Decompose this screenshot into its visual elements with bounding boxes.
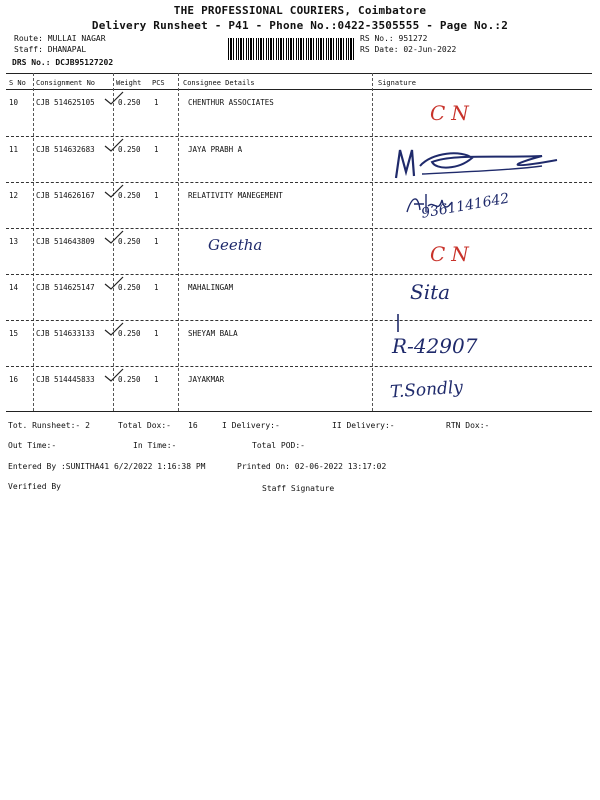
row-pcs: 1 bbox=[154, 283, 159, 292]
table-bottom-rule bbox=[6, 411, 592, 412]
row-divider bbox=[6, 228, 592, 229]
row-consignee: JAYA PRABH A bbox=[188, 145, 243, 154]
row-signature: CN bbox=[430, 242, 475, 266]
rs-number: RS No.: 951272 bbox=[360, 34, 428, 43]
row-divider bbox=[6, 182, 592, 183]
total-pod: Total POD:- bbox=[252, 441, 305, 450]
row-divider bbox=[6, 136, 592, 137]
route-label: Route: MULLAI NAGAR bbox=[14, 34, 106, 43]
col-header-signature: Signature bbox=[378, 79, 416, 87]
row-weight: 0.250 bbox=[118, 145, 141, 154]
row-pcs: 1 bbox=[154, 375, 159, 384]
col-divider bbox=[372, 73, 373, 411]
row-pcs: 1 bbox=[154, 329, 159, 338]
row-consignee: MAHALINGAM bbox=[188, 283, 234, 292]
row-consignment: CJB 514633133 bbox=[36, 329, 95, 338]
col-divider bbox=[178, 73, 179, 411]
row-weight: 0.250 bbox=[118, 191, 141, 200]
handwritten-consignee: Geetha bbox=[208, 236, 263, 254]
row-weight: 0.250 bbox=[118, 237, 141, 246]
company-title: THE PROFESSIONAL COURIERS, Coimbatore bbox=[173, 4, 427, 17]
col-header-consignee: Consignee Details bbox=[183, 79, 255, 87]
row-sno: 13 bbox=[9, 237, 19, 246]
row-weight: 0.250 bbox=[118, 98, 141, 107]
row-consignment: CJB 514445833 bbox=[36, 375, 95, 384]
row-sno: 15 bbox=[9, 329, 19, 338]
row-consignment: CJB 514643809 bbox=[36, 237, 95, 246]
row-signature: Sita bbox=[410, 280, 451, 304]
row-signature: 9361141642 bbox=[420, 190, 511, 222]
row-sno: 16 bbox=[9, 375, 19, 384]
row-consignee: SHEYAM BALA bbox=[188, 329, 238, 338]
row-divider bbox=[6, 274, 592, 275]
barcode bbox=[228, 38, 356, 60]
row-sno: 14 bbox=[9, 283, 19, 292]
row-sno: 11 bbox=[9, 145, 19, 154]
total-dox-label: Total Dox:- bbox=[118, 421, 171, 430]
out-time: Out Time:- bbox=[8, 441, 57, 450]
row-consignment: CJB 514625147 bbox=[36, 283, 95, 292]
i-delivery: I Delivery:- bbox=[222, 421, 280, 430]
drs-number: DRS No.: DCJB95127202 bbox=[12, 58, 114, 67]
row-pcs: 1 bbox=[154, 145, 159, 154]
runsheet-subtitle: Delivery Runsheet - P41 - Phone No.:0422-3505555 - Page No.:2 bbox=[91, 19, 509, 32]
signature-scribble bbox=[392, 140, 562, 182]
in-time: In Time:- bbox=[133, 441, 177, 450]
row-weight: 0.250 bbox=[118, 375, 141, 384]
table-header-rule bbox=[6, 89, 592, 90]
table-top-rule bbox=[6, 73, 592, 74]
row-consignee: CHENTHUR ASSOCIATES bbox=[188, 98, 274, 107]
staff-signature: Staff Signature bbox=[262, 484, 335, 493]
row-divider bbox=[6, 366, 592, 367]
row-sno: 12 bbox=[9, 191, 19, 200]
row-consignment: CJB 514626167 bbox=[36, 191, 95, 200]
ii-delivery: II Delivery:- bbox=[332, 421, 395, 430]
row-divider bbox=[6, 320, 592, 321]
row-pcs: 1 bbox=[154, 98, 159, 107]
row-signature: CN bbox=[430, 101, 475, 125]
col-divider bbox=[33, 73, 34, 411]
col-header-pcs: PCS bbox=[152, 79, 165, 87]
entered-by: Entered By :SUNITHA41 6/2/2022 1:16:38 PM bbox=[8, 462, 206, 471]
rtn-dox: RTN Dox:- bbox=[446, 421, 490, 430]
row-weight: 0.250 bbox=[118, 283, 141, 292]
row-pcs: 1 bbox=[154, 237, 159, 246]
staff-label: Staff: DHANAPAL bbox=[14, 45, 87, 54]
row-signature: R-42907 bbox=[392, 334, 478, 358]
rs-date: RS Date: 02-Jun-2022 bbox=[360, 45, 457, 54]
col-header-weight: Weight bbox=[116, 79, 142, 87]
total-dox-value: 16 bbox=[188, 421, 198, 430]
row-weight: 0.250 bbox=[118, 329, 141, 338]
tot-runsheet: Tot. Runsheet:- 2 bbox=[8, 421, 90, 430]
row-pcs: 1 bbox=[154, 191, 159, 200]
signature-stroke bbox=[394, 312, 402, 334]
row-consignment: CJB 514625105 bbox=[36, 98, 95, 107]
row-consignment: CJB 514632683 bbox=[36, 145, 95, 154]
row-sno: 10 bbox=[9, 98, 19, 107]
printed-on: Printed On: 02-06-2022 13:17:02 bbox=[237, 462, 387, 471]
row-consignee: JAYAKMAR bbox=[188, 375, 225, 384]
col-header-consignment: Consignment No bbox=[36, 79, 96, 87]
row-signature: T.Sondly bbox=[389, 377, 464, 403]
verified-by: Verified By bbox=[8, 482, 61, 491]
row-consignee: RELATIVITY MANEGEMENT bbox=[188, 191, 283, 200]
col-header-sno: S No bbox=[9, 79, 26, 87]
